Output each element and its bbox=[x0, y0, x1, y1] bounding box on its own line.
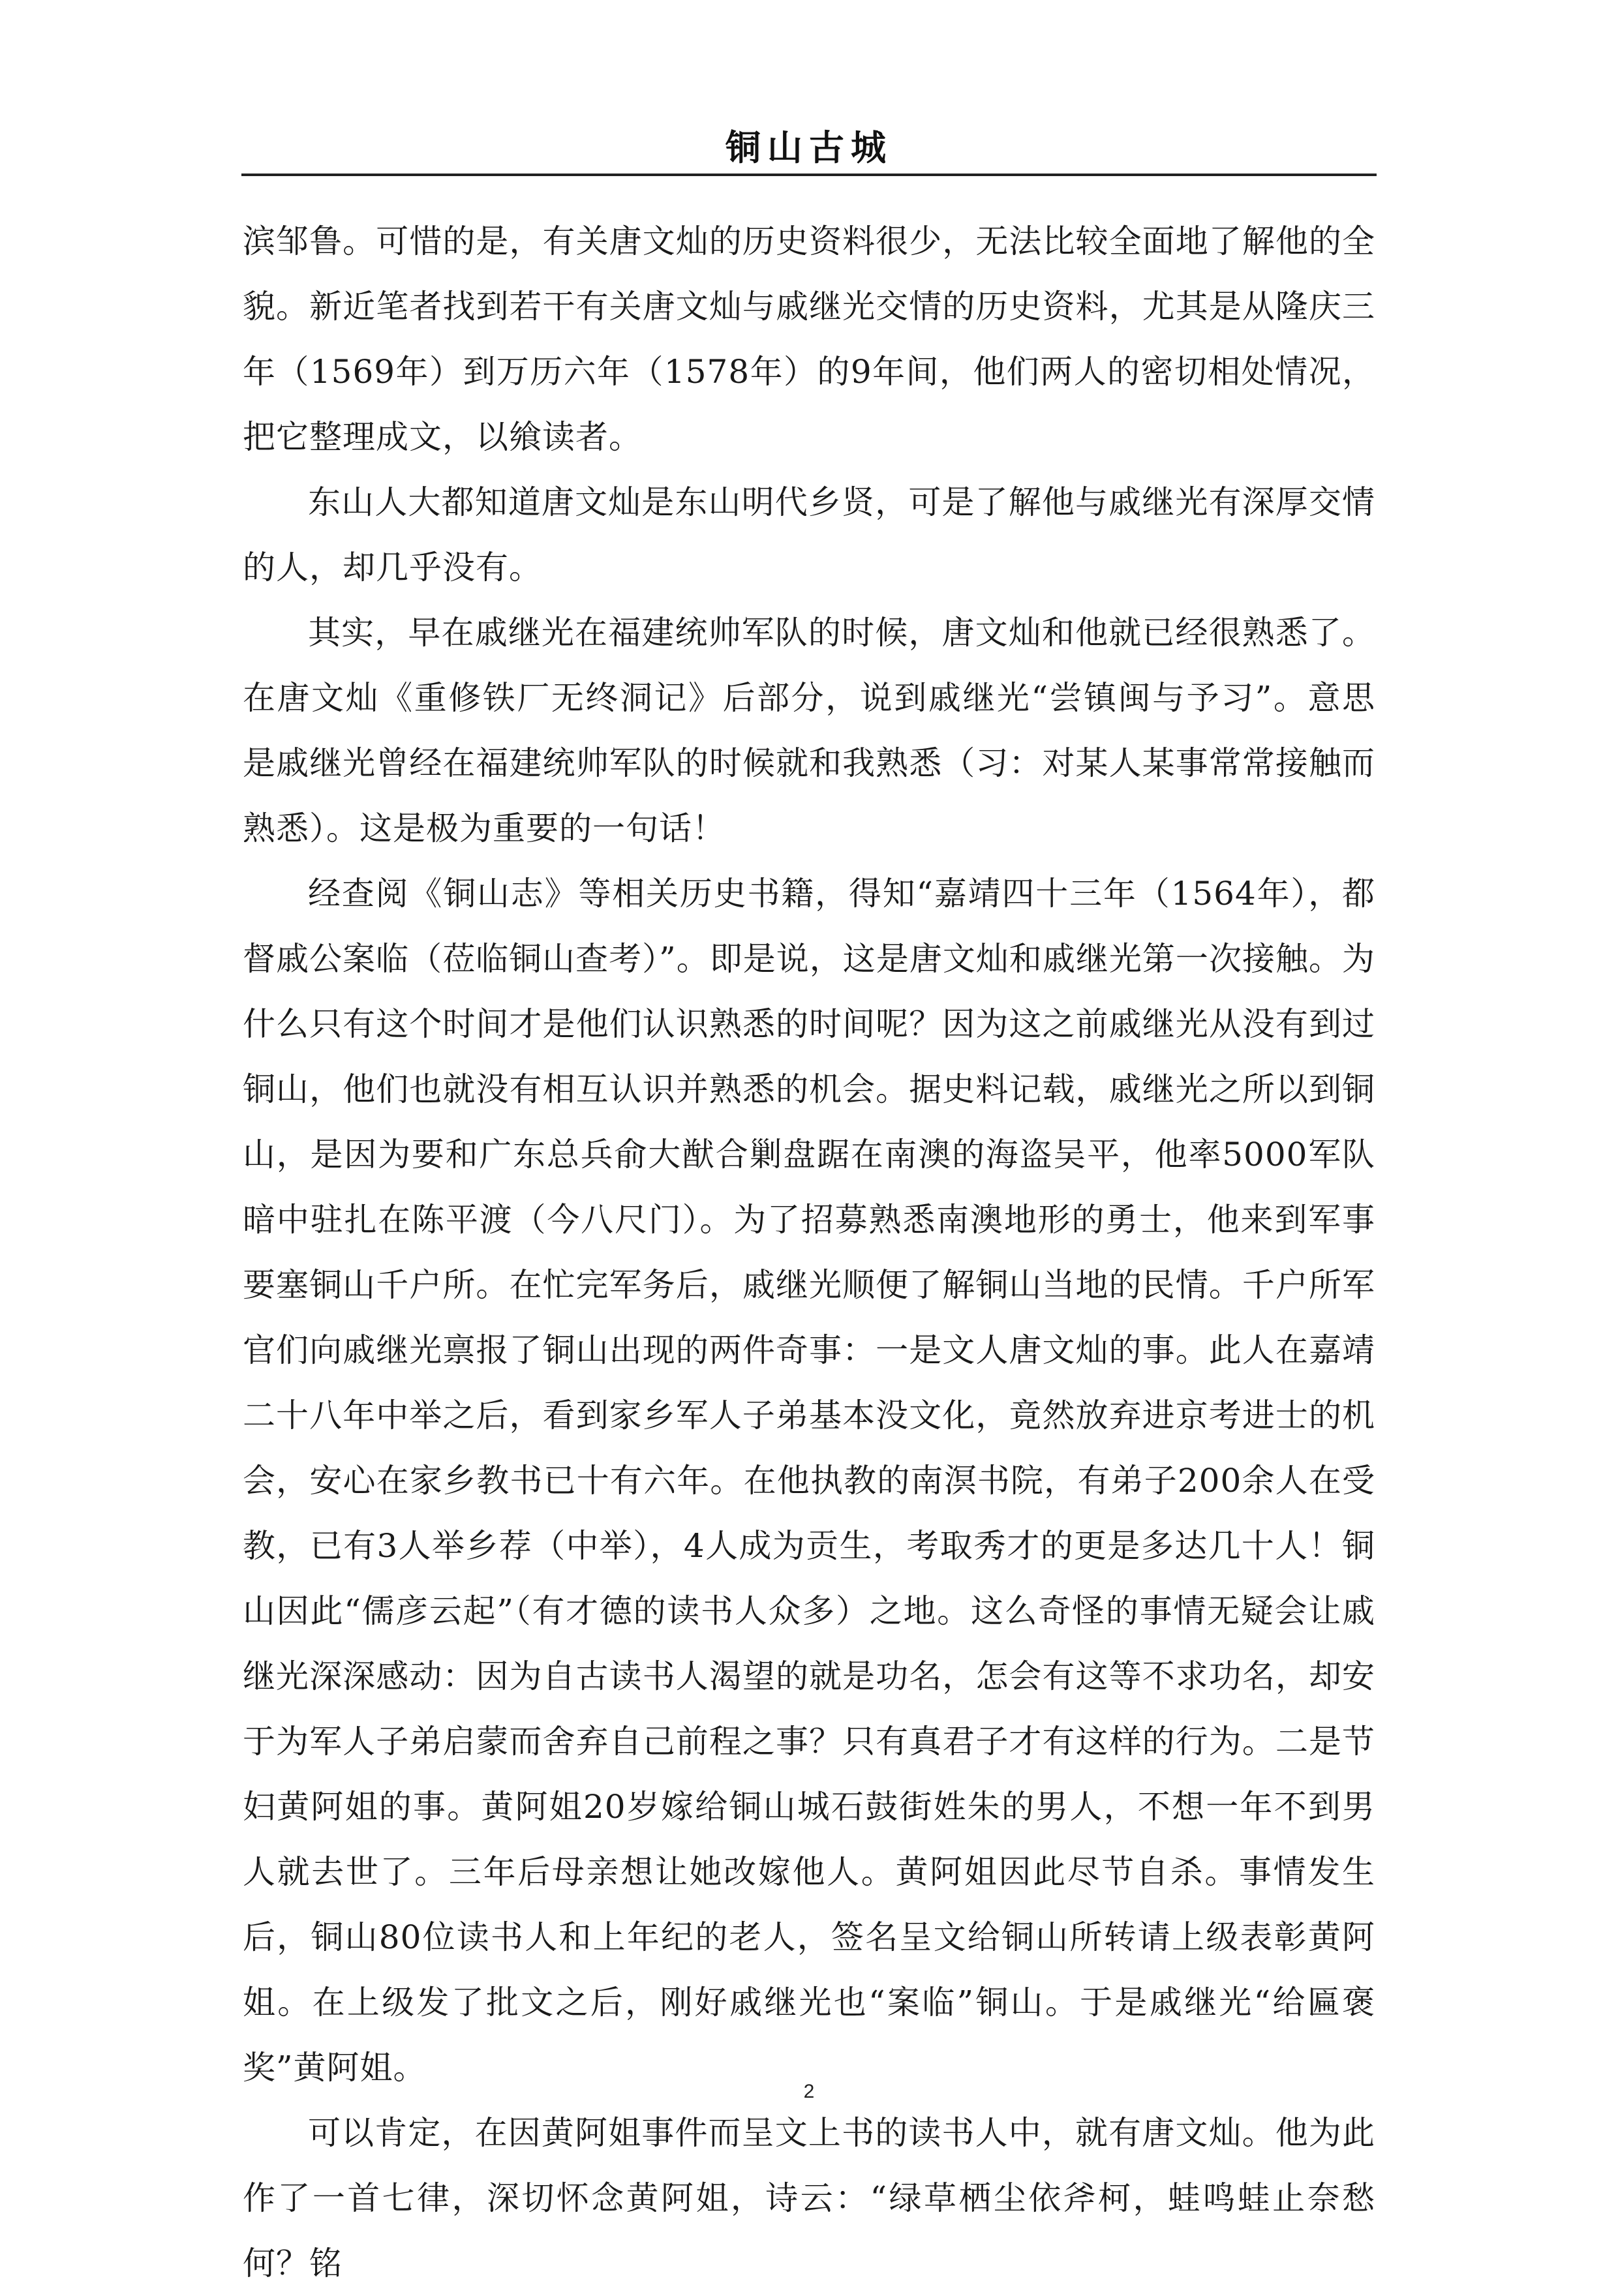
page-header bbox=[241, 117, 1377, 177]
paragraph: 其实，早在戚继光在福建统帅军队的时候，唐文灿和他就已经很熟悉了。在唐文灿《重修铁厂无终洞记》后部分，说到戚继光“尝镇闽与予习”。意思是戚继光曾经在福建统帅军队的时候就和我熟悉（习：对某人某事常常接触而熟悉）。这是极为重要的一句话！ bbox=[243, 614, 1375, 847]
paragraph-continuation: 滨邹鲁。可惜的是，有关唐文灿的历史资料很少，无法比较全面地了解他的全貌。新近笔者找到若干有关唐文灿与戚继光交情的历史资料，尤其是从隆庆三年（1569年）到万历六年（1578年）的9年间，他们两人的密切相处情况，把它整理成文，以飨读者。 bbox=[243, 222, 1375, 456]
page-header-title: 铜山古城 bbox=[725, 127, 893, 168]
paragraph: 经查阅《铜山志》等相关历史书籍，得知“嘉靖四十三年（1564年），都督戚公案临（莅临铜山查考）”。即是说，这是唐文灿和戚继光第一次接触。为什么只有这个时间才是他们认识熟悉的时间呢？因为这之前戚继光从没有到过铜山，他们也就没有相互认识并熟悉的机会。据史料记载，戚继光之所以到铜山，是因为要和广东总兵俞大猷合剿盘踞在南澳的海盗吴平，他率5000军队暗中驻扎在陈平渡（今八尺门）。为了招募熟悉南澳地形的勇士，他来到军事要塞铜山千户所。在忙完军务后，戚继光顺便了解铜山当地的民情。千户所军官们向戚继光禀报了铜山出现的两件奇事：一是文人唐文灿的事。此人在嘉靖二十八年中举之后，看到家乡军人子弟基本没文化，竟然放弃进京考进士的机会，安心在家乡教书已十有六年。在他执教的南溟书院，有弟子200余人在受教，已有3人举乡荐（中举），4人成为贡生，考取秀才的更是多达几十人！铜山因此“儒彦云起”（有才德的读书人众多）之地。这么奇怪的事情无疑会让戚继光深深感动：因为自古读书人渴望的就是功名，怎会有这等不求功名，却安于为军人子弟启蒙而舍弃自己前程之事？只有真君子才有这样的行为。二是节妇黄阿姐的事。黄阿姐20岁嫁给铜山城石鼓街姓朱的男人，不想一年不到男人就去世了。三年后母亲想让她改嫁他人。黄阿姐因此尽节自杀。事情发生后，铜山80位读书人和上年纪的老人，签名呈文给铜山所转请上级表彰黄阿姐。在上级发了批文之后，刚好戚继光也“案临”铜山。于是戚继光“给匾褒奖”黄阿姐。 bbox=[243, 875, 1375, 2087]
paragraph: 可以肯定，在因黄阿姐事件而呈文上书的读书人中，就有唐文灿。他为此作了一首七律，深切怀念黄阿姐，诗云：“绿草栖尘依斧柯，蛙鸣蛙止奈愁何？铭 bbox=[243, 2114, 1375, 2282]
paragraph: 东山人大都知道唐文灿是东山明代乡贤，可是了解他与戚继光有深厚交情的人，却几乎没有。 bbox=[243, 483, 1375, 586]
header-divider bbox=[241, 174, 1377, 176]
page-number: 2 bbox=[803, 2081, 815, 2102]
article-body bbox=[243, 209, 1375, 2296]
